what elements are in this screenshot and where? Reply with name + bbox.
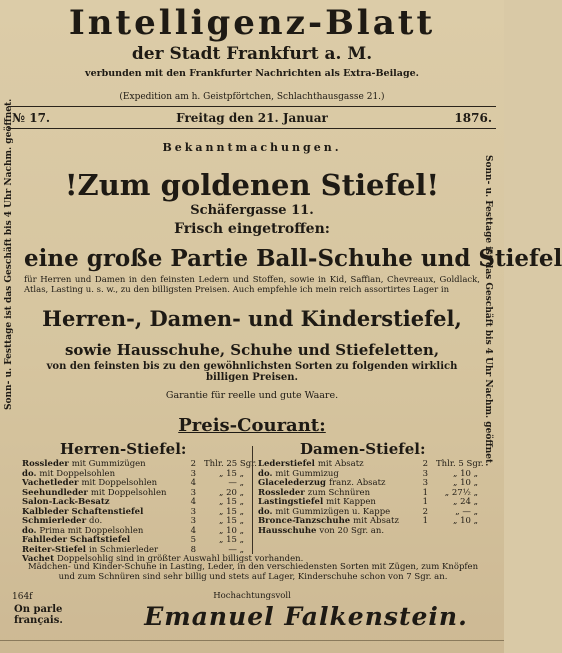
ad-footer-text: Mädchen- und Kinder-Schuhe in Lasting, Leder, in den verschiedensten Sorten mit Zügen, zum Knöpfen und zum Schnüren sind sehr billig und stets auf Lager, Kinderschuhe schon von 7 Sgr. an.	[27, 562, 479, 582]
price-thaler: 4	[190, 478, 196, 488]
ad-line-5: von den feinsten bis zu den gewöhnlichsten Sorten zu folgenden wirklich billigen Preisen.	[46, 361, 458, 383]
ad-code: 164f	[12, 592, 33, 602]
item-description: mit Gummizügen	[71, 459, 146, 469]
item-description: mit Gummizug	[275, 468, 339, 479]
ad-headline-3: Herren-, Damen- und Kinderstiefel,	[42, 306, 462, 331]
damen-heading: Damen-Stiefel:	[300, 440, 426, 458]
item-name-text: Reiter-Stiefel	[22, 544, 87, 555]
item-name-text: Rossleder	[258, 487, 305, 498]
masthead-subtitle: verbunden mit den Frankfurter Nachrichten als Extra-Beilage.	[85, 68, 419, 79]
item-description: zum Schnüren	[307, 487, 371, 498]
on-parle-francais	[14, 604, 63, 626]
bottom-rule	[0, 640, 504, 641]
price-thaler: 2	[422, 506, 428, 517]
price-groschen: — „	[228, 544, 244, 555]
price-thaler: 3	[422, 478, 428, 488]
item-name-text: do.	[22, 468, 37, 479]
column-divider	[252, 446, 253, 554]
price-groschen: „ 15 „	[218, 497, 244, 507]
ad-fresh-arrival: Frisch eingetroffen:	[174, 221, 330, 237]
price-groschen: „ 10 „	[218, 525, 244, 536]
item-description: mit Absatz	[317, 459, 364, 469]
item-description: von 20 Sgr. an.	[319, 525, 385, 536]
side-text-left: Sonn- u. Festtage ist das Geschäft bis 4 Uhr Nachm. geöffnet.	[4, 98, 14, 410]
price-thaler: 3	[190, 516, 196, 526]
item-name-text: Rossleder	[22, 459, 69, 469]
ad-headline-2: eine große Partie Ball-Schuhe und Stiefel	[24, 245, 562, 272]
damen-price-table	[258, 460, 484, 536]
price-thaler: 3	[190, 468, 196, 479]
issue-rule	[8, 128, 496, 129]
price-thaler: 1	[422, 487, 428, 498]
price-thaler: 1	[422, 497, 428, 507]
item-name-text: do.	[258, 506, 273, 517]
price-thaler: 8	[190, 544, 196, 555]
item-name-text: Seehundleder	[22, 487, 88, 498]
price-groschen: „ 15 „	[218, 506, 244, 517]
item-name-text: do.	[258, 468, 273, 479]
price-groschen: „ 15 „	[218, 468, 244, 479]
price-groschen: „ 24 „	[452, 497, 478, 507]
item-name	[258, 527, 384, 537]
top-rule	[8, 106, 496, 107]
item-description: mit Doppelsohlen	[39, 468, 116, 479]
item-name-text: Fahlleder Schaftstiefel	[22, 535, 131, 545]
price-thaler: 5	[190, 535, 196, 545]
price-thaler: 3	[190, 506, 196, 517]
price-row	[258, 527, 484, 537]
price-groschen: Thlr. 5 Sgr.	[436, 459, 484, 469]
masthead-expedition: (Expedition am h. Geistpförtchen, Schlachthausgasse 21.)	[119, 92, 385, 102]
price-groschen: „ 10 „	[452, 516, 478, 526]
item-description: do.	[89, 516, 103, 526]
price-thaler: 2	[422, 459, 428, 469]
issue-date: Freitag den 21. Januar	[176, 111, 328, 125]
price-groschen: „ 10 „	[452, 478, 478, 488]
item-name-text: Glacelederzug	[258, 478, 326, 488]
issue-number: № 17.	[12, 111, 51, 125]
price-groschen: „ 20 „	[218, 487, 244, 498]
item-description: franz. Absatz	[328, 478, 386, 488]
issue-row	[12, 110, 492, 126]
price-list-title: Preis-Courant:	[178, 415, 326, 436]
issue-year: 1876.	[454, 111, 492, 125]
price-groschen: „ 15 „	[218, 535, 244, 545]
item-description: mit Doppelsohlen	[90, 487, 167, 498]
item-description: mit Gummizügen u. Kappe	[275, 506, 391, 517]
price-groschen: „ 27½ „	[444, 487, 478, 498]
item-description: mit Doppelsohlen	[81, 478, 158, 488]
item-description: Prima mit Doppelsohlen	[39, 525, 144, 536]
masthead-title: Intelligenz-Blatt	[68, 3, 436, 43]
price-groschen: „ 15 „	[218, 516, 244, 526]
item-description: mit Absatz	[353, 516, 399, 526]
on-parle-line-1: On parle	[14, 604, 63, 615]
side-text-right: Sonn- u. Festtage ist das Geschäft bis 4 Uhr Nachm. geöffnet.	[483, 155, 493, 467]
price-thaler: 4	[190, 497, 196, 507]
regards: Hochachtungsvoll	[213, 591, 291, 601]
item-name-text: Kalbleder Schaftenstiefel	[22, 506, 144, 517]
item-name-text: Schmierleder	[22, 516, 87, 526]
ad-address: Schäfergasse 11.	[190, 203, 314, 218]
item-name-text: Hausschuhe	[258, 525, 317, 536]
price-thaler: 3	[190, 487, 196, 498]
price-thaler: 2	[190, 459, 196, 469]
signature: Emanuel Falkenstein.	[144, 602, 468, 631]
herren-heading: Herren-Stiefel:	[60, 440, 187, 458]
ad-guarantee: Garantie für reelle und gute Waare.	[165, 390, 339, 401]
item-description: mit Kappen	[326, 497, 376, 507]
ad-paragraph: für Herren und Damen in den feinsten Ledern und Stoffen, sowie in Kid, Saffian, Chevreaux, Goldlack, Atlas, Lasting u. s. w., zu den billigsten Preisen. Auch empfehle ich mein reich assortirtes Lager in	[24, 275, 480, 295]
price-thaler: 1	[422, 516, 428, 526]
price-groschen: Thlr. 25 Sgr.	[204, 459, 258, 469]
item-name-text: Salon-Lack-Besatz	[22, 497, 110, 507]
ad-headline: !Zum goldenen Stiefel!	[64, 168, 440, 202]
item-name-text: Lastingstiefel	[258, 497, 324, 507]
item-name-text: Vachetleder	[22, 478, 79, 488]
price-thaler: 4	[190, 525, 196, 536]
notice-heading: Bekanntmachungen.	[162, 141, 342, 154]
price-groschen: — „	[228, 478, 244, 488]
item-name-text: Lederstiefel	[258, 459, 315, 469]
price-groschen: „ — „	[455, 506, 478, 517]
item-name-text: Vachet	[22, 554, 55, 564]
ad-line-4: sowie Hausschuhe, Schuhe und Stiefeletten,	[64, 341, 440, 359]
item-name-text: do.	[22, 525, 37, 536]
item-description: Doppelsohlig sind in größter Auswahl billigst vorhanden.	[56, 554, 304, 564]
price-groschen: „ 10 „	[452, 468, 478, 479]
item-description: in Schmierleder	[89, 544, 159, 555]
item-name-text: Bronce-Tanzschuhe	[258, 516, 351, 526]
masthead-city: der Stadt Frankfurt a. M.	[131, 44, 373, 64]
on-parle-line-2: français.	[14, 615, 63, 626]
price-thaler: 3	[422, 468, 428, 479]
